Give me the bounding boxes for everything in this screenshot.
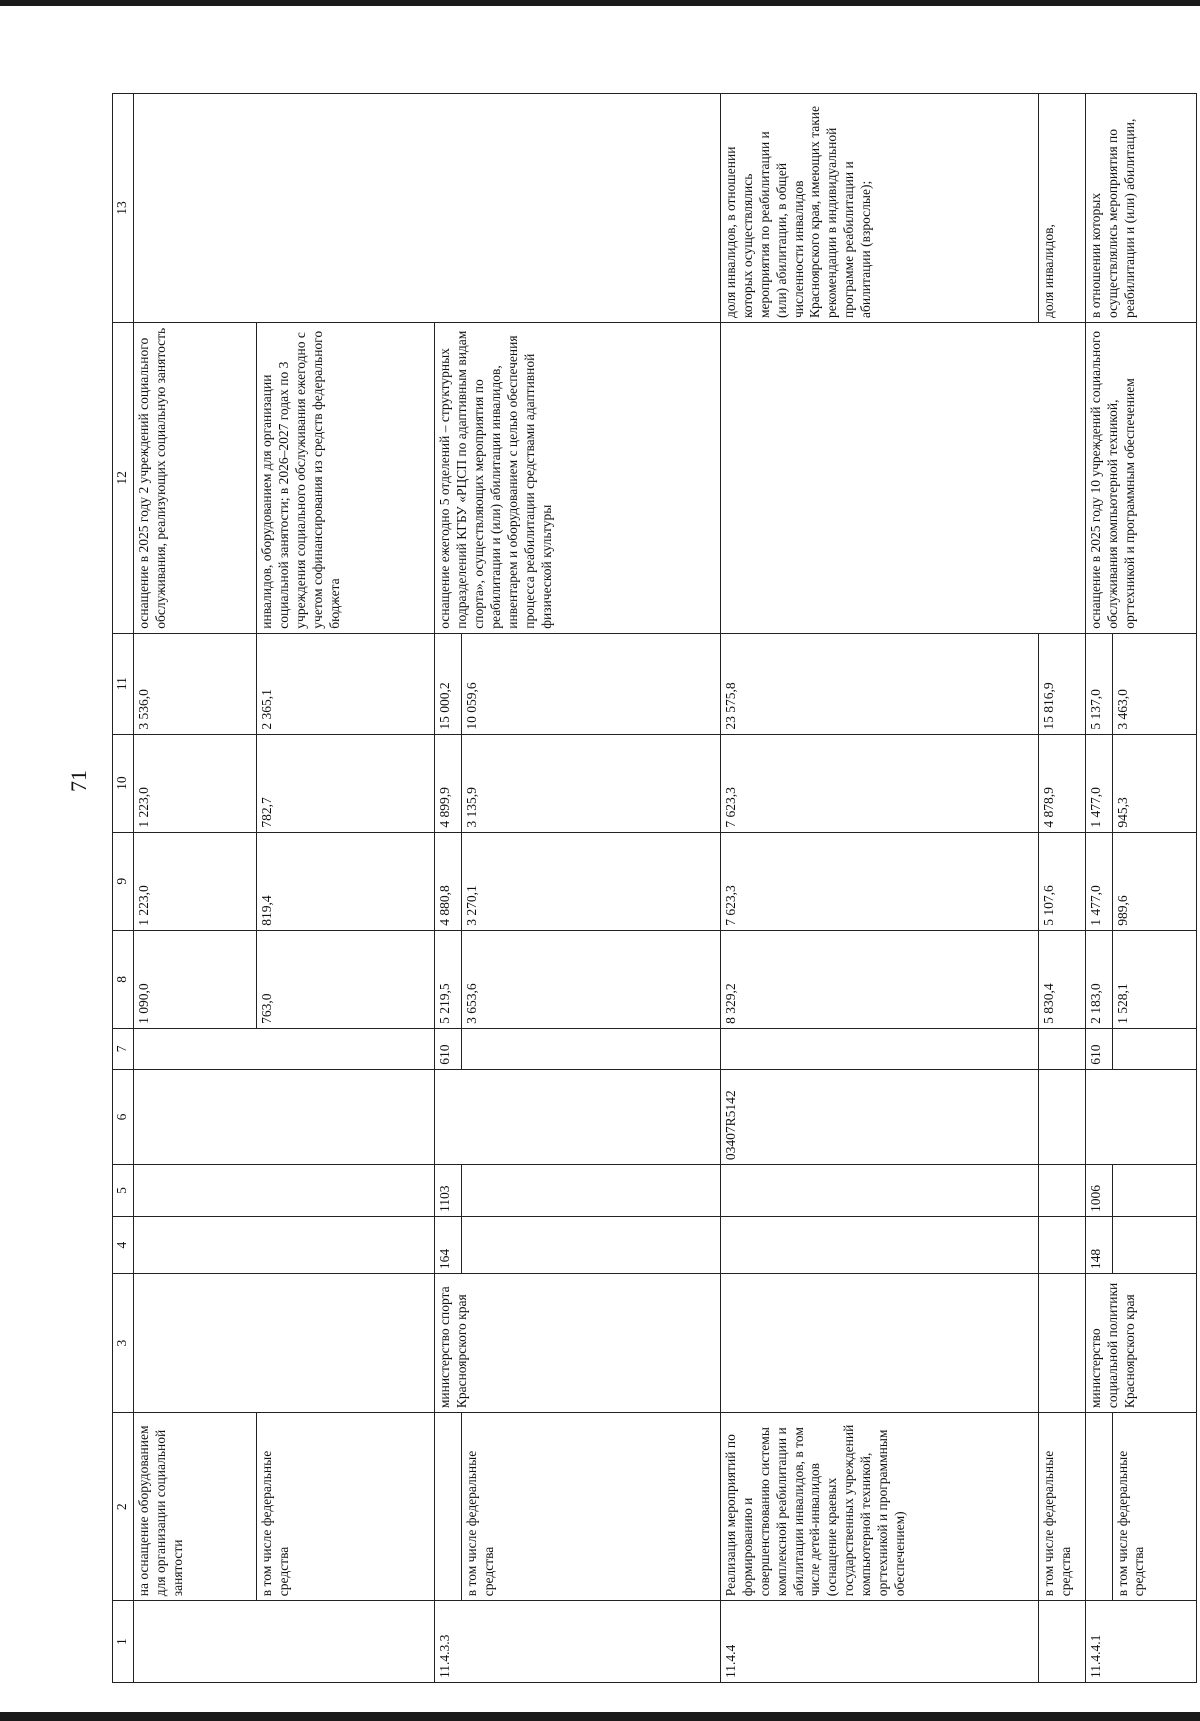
cell-2026: 3 270,1 [461, 832, 720, 930]
cell-indicator: в отношении которых осуществлялись мероприятия по реабилитации и (или) абилитации, [1086, 94, 1197, 323]
table-row [721, 94, 1039, 1683]
cell-grbs [134, 1216, 257, 1273]
column-header: 8 [113, 930, 134, 1028]
column-header: 13 [113, 94, 134, 323]
cell-activity-name: Реализация мероприятий по формированию и совершенствованию системы комплексной реабилитации и абилитации инвалидов, в том числе детей-инвалидов (оснащение краевых государственных учреждений компьютерной техникой, оргтехникой и программным обеспечением) [721, 1413, 1039, 1601]
column-header: 12 [113, 323, 134, 634]
cell-2025: 8 329,2 [721, 930, 1039, 1028]
cell-grbs: 148 [1086, 1216, 1112, 1273]
cell-item-number: 11.4.3.3 [435, 1601, 721, 1683]
cell-grbs [1112, 1216, 1196, 1273]
cell-2027: 3 135,9 [461, 734, 720, 832]
table-row [435, 94, 461, 1683]
column-header: 10 [113, 734, 134, 832]
cell-responsible [721, 1274, 1039, 1413]
column-header: 6 [113, 1069, 134, 1164]
cell-grbs [1039, 1216, 1086, 1273]
cell-responsible: министерство спорта Красноярского края [435, 1274, 721, 1413]
cell-target-article [1039, 1069, 1086, 1164]
cell-total: 2 365,1 [257, 633, 435, 734]
cell-expected-result: оснащение в 2025 году 2 учреждений социального обслуживания, реализующих социальную занятость [134, 323, 257, 634]
cell-indicator [134, 94, 721, 323]
cell-2026: 4 880,8 [435, 832, 461, 930]
cell-expected-result [721, 323, 1086, 634]
cell-indicator: доля инвалидов, [1039, 94, 1086, 323]
column-header: 1 [113, 1601, 134, 1683]
rotated-table-sheet [112, 93, 1197, 1683]
cell-item-number: 11.4.4 [721, 1601, 1039, 1683]
cell-grbs: 164 [435, 1216, 461, 1273]
cell-section [1112, 1165, 1196, 1217]
cell-expense-type [1039, 1028, 1086, 1069]
cell-target-article [1086, 1069, 1112, 1164]
cell-2027: 4 878,9 [1039, 734, 1086, 832]
cell-2027: 1 477,0 [1086, 734, 1112, 832]
cell-total: 10 059,6 [461, 633, 720, 734]
cell-2026: 5 107,6 [1039, 832, 1086, 930]
column-header: 9 [113, 832, 134, 930]
cell-expense-type: 610 [435, 1028, 461, 1069]
cell-expense-type [1112, 1028, 1196, 1069]
cell-2027: 4 899,9 [435, 734, 461, 832]
cell-expected-result: оснащение в 2025 году 10 учреждений социального обслуживания компьютерной техникой, оргтехникой и программным обеспечением [1086, 323, 1197, 634]
cell-2025: 1 090,0 [134, 930, 257, 1028]
cell-section [257, 1165, 435, 1217]
cell-grbs [721, 1216, 1039, 1273]
cell-item-number [134, 1601, 257, 1683]
cell-total: 15 816,9 [1039, 633, 1086, 734]
column-header: 5 [113, 1165, 134, 1217]
cell-item-number [257, 1601, 435, 1683]
column-header: 4 [113, 1216, 134, 1273]
cell-target-article [257, 1069, 435, 1164]
cell-section [721, 1165, 1039, 1217]
cell-grbs [257, 1216, 435, 1273]
cell-activity-name [1086, 1413, 1112, 1601]
cell-2025: 5 219,5 [435, 930, 461, 1028]
cell-2027: 1 223,0 [134, 734, 257, 832]
cell-expense-type: 610 [1086, 1028, 1112, 1069]
bottom-scan-border [0, 1712, 1200, 1721]
cell-2025: 1 528,1 [1112, 930, 1196, 1028]
top-scan-border [0, 0, 1200, 6]
cell-responsible [257, 1274, 435, 1413]
cell-activity-name: в том числе федеральные средства [461, 1413, 720, 1601]
cell-target-article: 03407R5142 [721, 1069, 1039, 1164]
cell-item-number [1039, 1601, 1086, 1683]
cell-2027: 782,7 [257, 734, 435, 832]
program-activities-table [112, 93, 1197, 1683]
cell-responsible: министерство социальной политики Красноярского края [1086, 1274, 1197, 1413]
column-header: 3 [113, 1274, 134, 1413]
cell-target-article [1112, 1069, 1196, 1164]
cell-expected-result: инвалидов, оборудованием для организации социальной занятости; в 2026–2027 годах по 3 учреждения социального обслуживания ежегодно с учетом софинансирования из средств федерального бюджета [257, 323, 435, 634]
cell-expense-type [461, 1028, 720, 1069]
cell-section [461, 1165, 720, 1217]
cell-2026: 989,6 [1112, 832, 1196, 930]
cell-expected-result: оснащение ежегодно 5 отделений – структурных подразделений КГБУ «РЦСП по адаптивным видам спорта», осуществляющих мероприятия по реабилитации и (или) абилитации инвалидов, инвентарем и оборудованием с целью обеспечения процесса реабилитации средствами адаптивной физической культуры [435, 323, 721, 634]
cell-indicator: доля инвалидов, в отношении которых осуществлялись мероприятия по реабилитации и (или) абилитации, в общей численности инвалидов Красноярского края, имеющих такие рекомендации в индивидуальной программе реабилитации и абилитации (взрослые); [721, 94, 1039, 323]
page-number: 71 [66, 770, 91, 792]
cell-2027: 7 623,3 [721, 734, 1039, 832]
cell-item-number: 11.4.4.1 [1086, 1601, 1197, 1683]
cell-total: 3 463,0 [1112, 633, 1196, 734]
cell-section: 1103 [435, 1165, 461, 1217]
cell-section [134, 1165, 257, 1217]
cell-2025: 5 830,4 [1039, 930, 1086, 1028]
cell-2025: 763,0 [257, 930, 435, 1028]
cell-activity-name: на оснащение оборудованием для организации социальной занятости [134, 1413, 257, 1601]
cell-grbs [461, 1216, 720, 1273]
cell-2025: 2 183,0 [1086, 930, 1112, 1028]
cell-responsible [1039, 1274, 1086, 1413]
cell-2026: 1 477,0 [1086, 832, 1112, 930]
cell-target-article [134, 1069, 257, 1164]
cell-activity-name: в том числе федеральные средства [1039, 1413, 1086, 1601]
cell-total: 5 137,0 [1086, 633, 1112, 734]
cell-section [1039, 1165, 1086, 1217]
cell-expense-type [257, 1028, 435, 1069]
column-number-header-row [113, 94, 134, 1683]
cell-activity-name: в том числе федеральные средства [1112, 1413, 1196, 1601]
column-header: 2 [113, 1413, 134, 1601]
table-row [1086, 94, 1112, 1683]
cell-expense-type [134, 1028, 257, 1069]
cell-2027: 945,3 [1112, 734, 1196, 832]
column-header: 11 [113, 633, 134, 734]
column-header: 7 [113, 1028, 134, 1069]
cell-target-article [435, 1069, 461, 1164]
cell-total: 15 000,2 [435, 633, 461, 734]
cell-2026: 1 223,0 [134, 832, 257, 930]
cell-target-article [461, 1069, 720, 1164]
cell-2025: 3 653,6 [461, 930, 720, 1028]
cell-activity-name [435, 1413, 461, 1601]
cell-2026: 7 623,3 [721, 832, 1039, 930]
table-row [257, 94, 435, 1683]
cell-section: 1006 [1086, 1165, 1112, 1217]
cell-activity-name: в том числе федеральные средства [257, 1413, 435, 1601]
cell-total: 3 536,0 [134, 633, 257, 734]
cell-total: 23 575,8 [721, 633, 1039, 734]
table-row [134, 94, 257, 1683]
cell-expense-type [721, 1028, 1039, 1069]
cell-2026: 819,4 [257, 832, 435, 930]
cell-responsible [134, 1274, 257, 1413]
